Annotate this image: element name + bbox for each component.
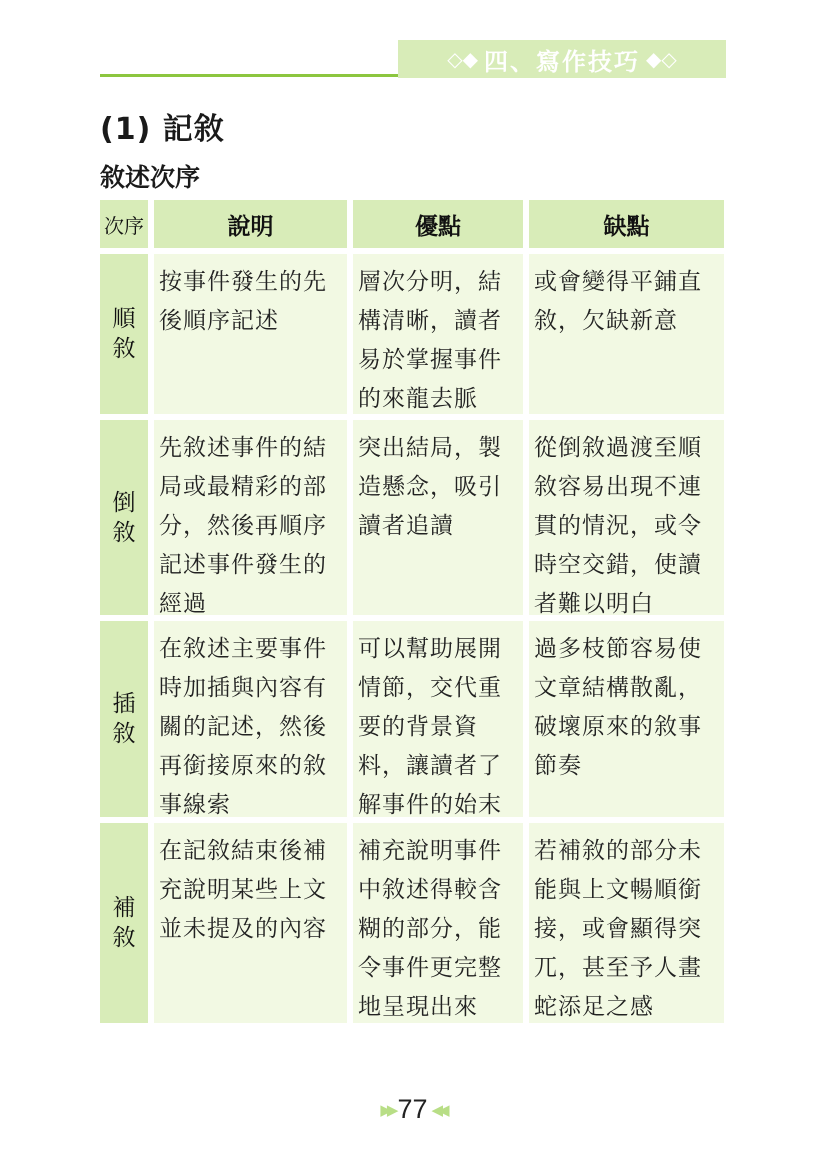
row-order-label: 順敘 [112, 306, 136, 362]
chapter-title: 四、寫作技巧 [484, 47, 640, 76]
row-explanation-cell: 先敘述事件的結局或最精彩的部分，然後再順序記述事件發生的經過 [154, 420, 347, 615]
row-cons-cell: 若補敘的部分未能與上文暢順銜接，或會顯得突兀，甚至予人畫蛇添足之感 [529, 823, 724, 1023]
row-pros-cell: 層次分明，結構清晰，讀者易於掌握事件的來龍去脈 [353, 254, 523, 414]
row-order-cell [100, 621, 148, 817]
double-arrow-right-icon: ▶▶ [380, 1101, 394, 1119]
header-cons: 缺點 [529, 200, 724, 248]
page-number: 77 [397, 1094, 428, 1124]
row-order-cell [100, 823, 148, 1023]
diamond-decoration-left: ◇◆ [447, 47, 478, 71]
diamond-decoration-right: ◆◇ [646, 47, 677, 71]
page-footer [0, 1094, 825, 1125]
row-cons-cell: 從倒敘過渡至順敘容易出現不連貫的情況，或令時空交錯，使讀者難以明白 [529, 420, 724, 615]
sub-title: 敘述次序 [100, 163, 201, 192]
row-cons-cell: 過多枝節容易使文章結構散亂，破壞原來的敘事節奏 [529, 621, 724, 817]
row-order-cell [100, 420, 148, 615]
row-order-label: 補敘 [112, 895, 136, 951]
header-order: 次序 [100, 200, 148, 248]
chapter-header-tab [398, 40, 726, 78]
row-order-label: 插敘 [112, 691, 136, 747]
section-title: (1) 記敘 [100, 112, 225, 147]
row-order-cell [100, 254, 148, 414]
row-cons-cell: 或會變得平鋪直敘，欠缺新意 [529, 254, 724, 414]
row-pros-cell: 可以幫助展開情節，交代重要的背景資料，讓讀者了解事件的始末 [353, 621, 523, 817]
header-pros: 優點 [353, 200, 523, 248]
double-arrow-left-icon: ◀◀ [431, 1101, 445, 1119]
row-pros-cell: 突出結局，製造懸念，吸引讀者追讀 [353, 420, 523, 615]
header-explanation: 說明 [154, 200, 347, 248]
row-explanation-cell: 在敘述主要事件時加插與內容有關的記述，然後再銜接原來的敘事線索 [154, 621, 347, 817]
narration-order-table [100, 200, 724, 1023]
row-explanation-cell: 在記敘結束後補充說明某些上文並未提及的內容 [154, 823, 347, 1023]
row-explanation-cell: 按事件發生的先後順序記述 [154, 254, 347, 414]
row-order-label: 倒敘 [112, 489, 136, 546]
header-rule [100, 74, 398, 77]
row-pros-cell: 補充說明事件中敘述得較含糊的部分，能令事件更完整地呈現出來 [353, 823, 523, 1023]
